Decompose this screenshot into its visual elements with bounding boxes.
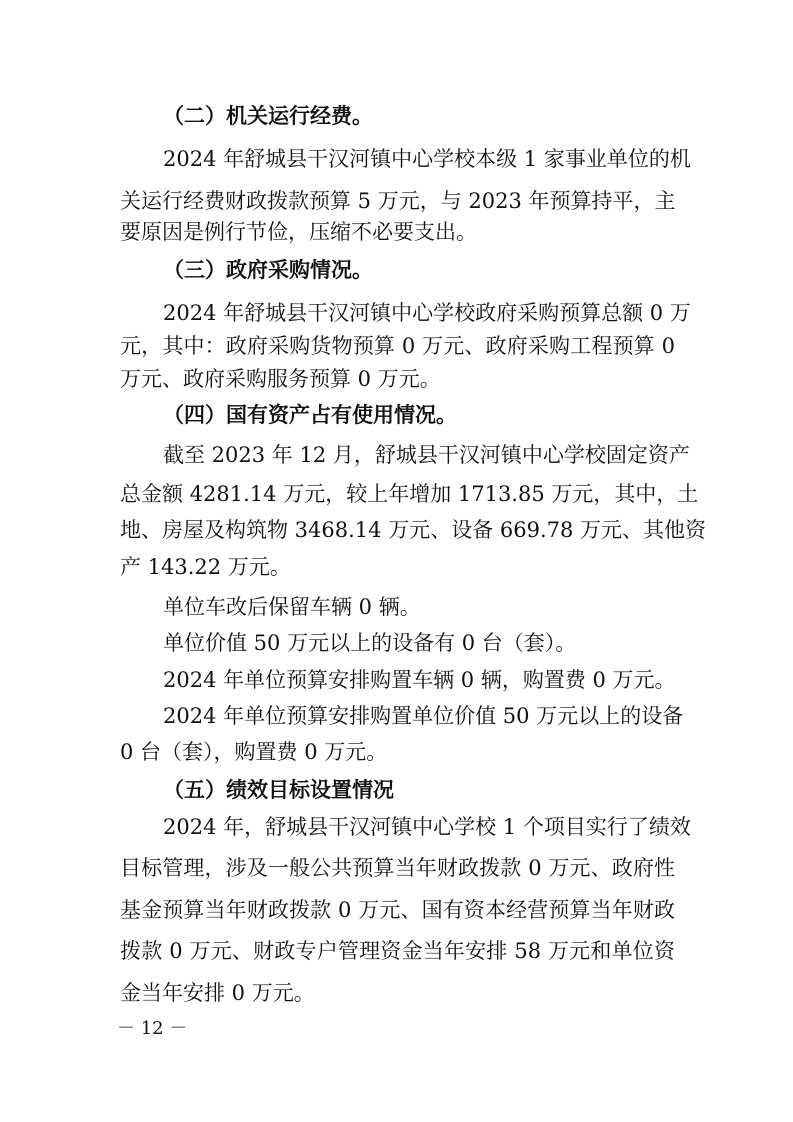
paragraph-line: 单位车改后保留车辆 0 辆。	[163, 595, 421, 619]
paragraph-line: 元，其中：政府采购货物预算 0 万元、政府采购工程预算 0	[120, 334, 675, 358]
paragraph-line: 拨款 0 万元、财政专户管理资金当年安排 58 万元和单位资	[120, 939, 675, 963]
paragraph-line: 2024 年单位预算安排购置单位价值 50 万元以上的设备	[163, 704, 684, 728]
section-heading-3: （三）政府采购情况。	[163, 257, 373, 282]
paragraph-line: 2024 年，舒城县干汉河镇中心学校 1 个项目实行了绩效	[163, 815, 691, 839]
paragraph-line: 目标管理，涉及一般公共预算当年财政拨款 0 万元、政府性	[120, 856, 675, 880]
paragraph-line: 要原因是例行节俭，压缩不必要支出。	[120, 220, 477, 244]
paragraph-line: 产 143.22 万元。	[120, 555, 291, 579]
paragraph-line: 单位价值 50 万元以上的设备有 0 台（套）。	[163, 631, 577, 655]
paragraph-line: 截至 2023 年 12 月，舒城县干汉河镇中心学校固定资产	[163, 443, 690, 467]
paragraph-line: 0 台（套），购置费 0 万元。	[120, 740, 388, 764]
section-heading-5: （五）绩效目标设置情况	[163, 777, 394, 802]
paragraph-line: 2024 年舒城县干汉河镇中心学校本级 1 家事业单位的机	[163, 147, 691, 171]
paragraph-line: 总金额 4281.14 万元，较上年增加 1713.85 万元，其中，土	[120, 482, 699, 506]
paragraph-line: 2024 年单位预算安排购置车辆 0 辆，购置费 0 万元。	[163, 668, 676, 692]
page-number: － 12 －	[117, 1018, 188, 1039]
section-heading-4: （四）国有资产占有使用情况。	[163, 402, 457, 427]
paragraph-line: 基金预算当年财政拨款 0 万元、国有资本经营预算当年财政	[120, 898, 675, 922]
paragraph-line: 万元、政府采购服务预算 0 万元。	[120, 367, 441, 391]
paragraph-line: 关运行经费财政拨款预算 5 万元，与 2023 年预算持平，主	[120, 189, 676, 213]
section-heading-2: （二）机关运行经费。	[163, 103, 373, 128]
paragraph-line: 2024 年舒城县干汉河镇中心学校政府采购预算总额 0 万	[163, 301, 691, 325]
paragraph-line: 地、房屋及构筑物 3468.14 万元、设备 669.78 万元、其他资	[120, 518, 707, 542]
paragraph-line: 金当年安排 0 万元。	[120, 981, 315, 1005]
